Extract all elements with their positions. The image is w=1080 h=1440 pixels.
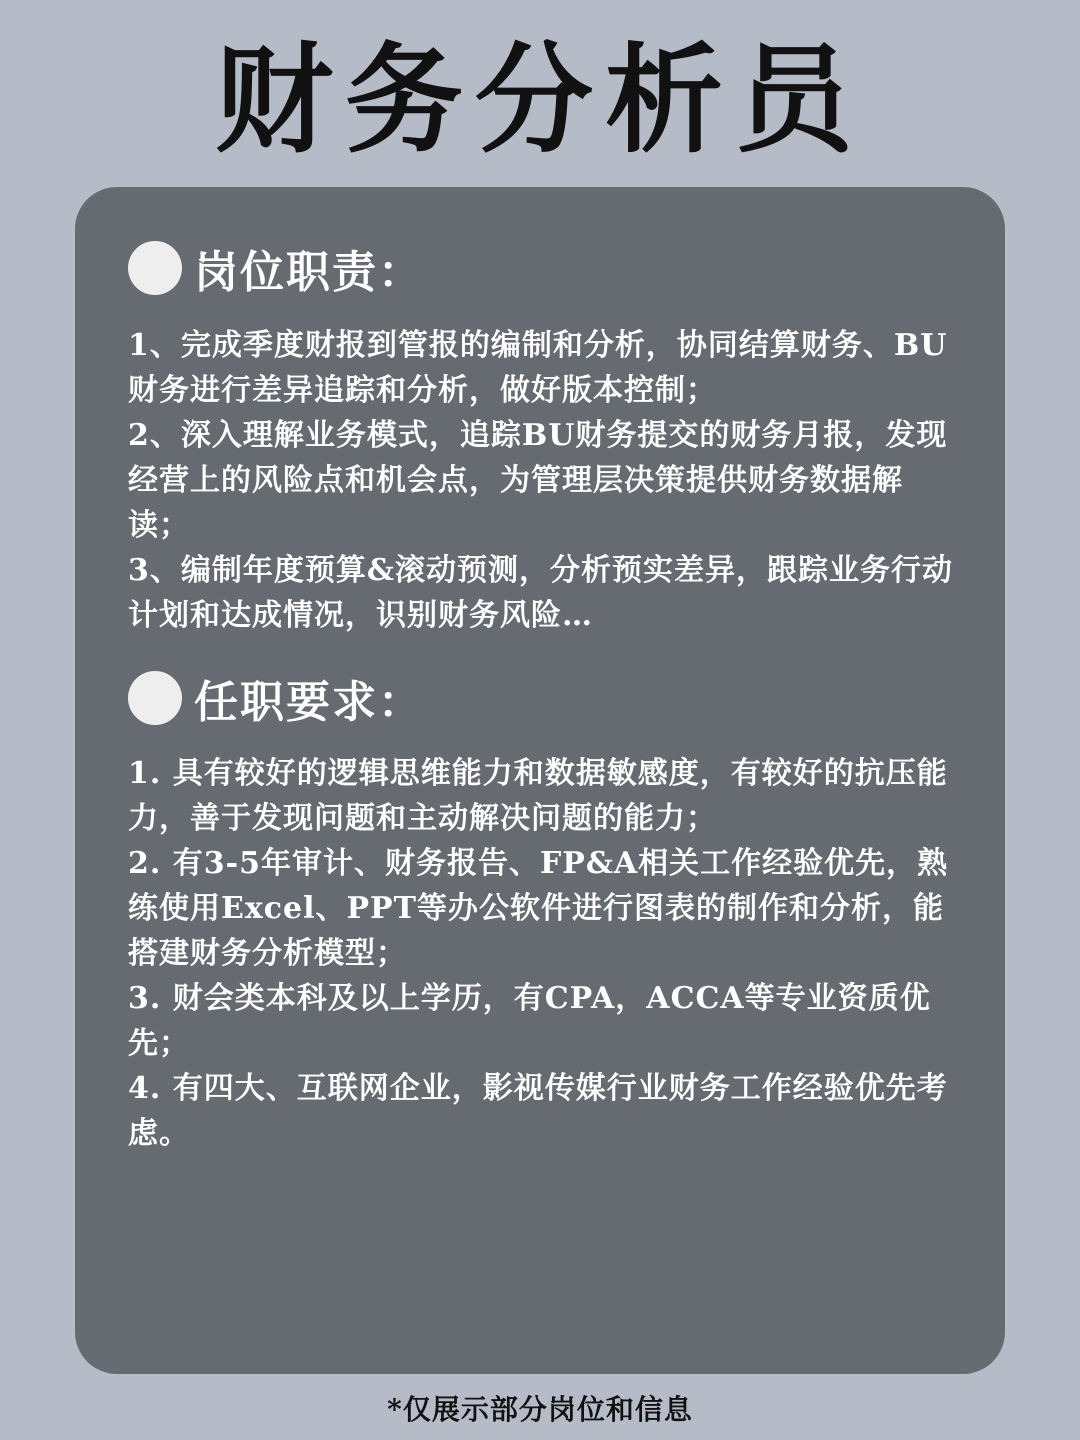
list-item: 4. 有四大、互联网企业，影视传媒行业财务工作经验优先考虑。 [128, 1071, 948, 1151]
requirements-list [128, 751, 958, 1156]
footnote: *仅展示部分岗位和信息 [387, 1393, 693, 1426]
list-item: 2. 有3-5年审计、财务报告、FP&A相关工作经验优先，熟练使用Excel、PPT等办公软件进行图表的制作和分析，能搭建财务分析模型； [128, 846, 949, 971]
circle-bullet-icon [128, 671, 182, 725]
list-item: 2、深入理解业务模式，追踪BU财务提交的财务月报，发现经营上的风险点和机会点，为管理层决策提供财务数据解读； [128, 418, 948, 543]
content-card [75, 187, 1005, 1374]
page-title: 财务分析员 [214, 30, 865, 169]
circle-bullet-icon [128, 241, 182, 295]
list-item: 1、完成季度财报到管报的编制和分析，协同结算财务、BU财务进行差异追踪和分析，做好版本控制； [128, 328, 948, 408]
list-item: 1. 具有较好的逻辑思维能力和数据敏感度，有较好的抗压能力，善于发现问题和主动解决问题的能力； [128, 756, 948, 836]
section-title-requirements: 任职要求： [194, 677, 424, 728]
list-item: 3、编制年度预算&滚动预测，分析预实差异，跟踪业务行动计划和达成情况，识别财务风险… [128, 553, 953, 633]
section-header-requirements [128, 663, 424, 733]
section-title-responsibilities: 岗位职责： [194, 247, 424, 298]
responsibilities-list [128, 323, 958, 638]
section-header-responsibilities [128, 233, 424, 303]
list-item: 3. 财会类本科及以上学历，有CPA，ACCA等专业资质优先； [128, 981, 931, 1061]
